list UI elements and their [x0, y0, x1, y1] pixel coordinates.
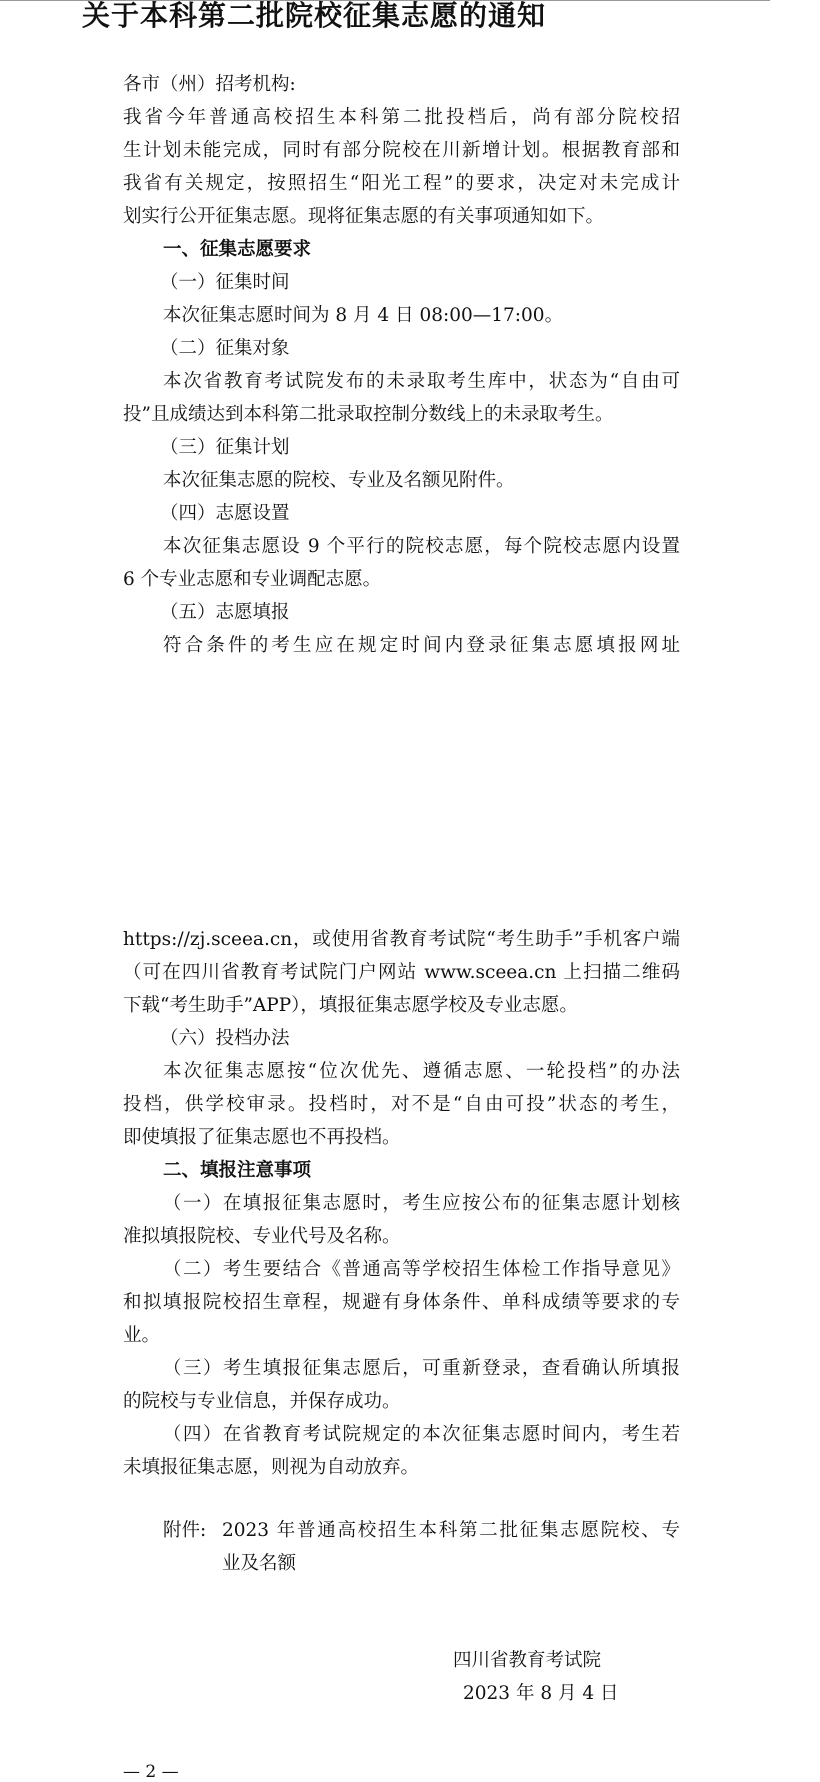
notice-item-line: （一）在填报征集志愿时，考生应按公布的征集志愿计划核 — [163, 1193, 680, 1214]
signature-date: 2023 年 8 月 4 日 — [463, 1683, 619, 1704]
body-line: 本次征集志愿的院校、专业及名额见附件。 — [163, 470, 515, 491]
url-line: https://zj.sceea.cn，或使用省教育考试院“考生助手”手机客户端 — [123, 929, 680, 950]
body-line: 即使填报了征集志愿也不再投档。 — [123, 1127, 401, 1148]
notice-item-line: （四）在省教育考试院规定的本次征集志愿时间内，考生若 — [163, 1424, 680, 1445]
intro-line: 生计划未能完成，同时有部分院校在川新增计划。根据教育部和 — [123, 140, 680, 161]
section2-heading: 二、填报注意事项 — [163, 1160, 312, 1181]
signature-org: 四川省教育考试院 — [453, 1650, 602, 1671]
sub-heading: （二）征集对象 — [160, 338, 290, 359]
body-line: 本次征集志愿设 9 个平行的院校志愿，每个院校志愿内设置 — [163, 536, 680, 557]
sub-heading: （五）志愿填报 — [160, 602, 290, 623]
body-line: （可在四川省教育考试院门户网站 www.sceea.cn 上扫描二维码 — [123, 962, 680, 983]
notice-item-line: （三）考生填报征集志愿后，可重新登录，查看确认所填报 — [163, 1358, 680, 1379]
body-line: 本次征集志愿按“位次优先、遵循志愿、一轮投档”的办法 — [163, 1061, 680, 1082]
page-number: — 2 — — [123, 1762, 179, 1782]
body-line: 投”且成绩达到本科第二批录取控制分数线上的未录取考生。 — [123, 404, 614, 425]
notice-item-line: 准拟填报院校、专业代号及名称。 — [123, 1226, 401, 1247]
sub-heading: （三）征集计划 — [160, 437, 290, 458]
sub-heading: （六）投档办法 — [160, 1028, 290, 1049]
attachment-label: 附件: — [163, 1520, 207, 1541]
notice-item-line: 的院校与专业信息，并保存成功。 — [123, 1391, 401, 1412]
intro-line: 我省有关规定，按照招生“阳光工程”的要求，决定对未完成计 — [123, 173, 680, 194]
intro-line: 划实行公开征集志愿。现将征集志愿的有关事项通知如下。 — [123, 206, 605, 227]
notice-item-line: 业。 — [123, 1325, 161, 1346]
attachment-line: 业及名额 — [222, 1553, 297, 1574]
body-line: 本次省教育考试院发布的未录取考生库中，状态为“自由可 — [163, 371, 680, 392]
attachment-line: 2023 年普通高校招生本科第二批征集志愿院校、专 — [222, 1520, 680, 1541]
document-title: 关于本科第二批院校征集志愿的通知 — [81, 0, 546, 32]
sub-heading: （一）征集时间 — [160, 272, 290, 293]
body-line: 本次征集志愿时间为 8 月 4 日 08:00—17:00。 — [163, 305, 564, 326]
sub-heading: （四）志愿设置 — [160, 503, 290, 524]
addressee: 各市（州）招考机构: — [123, 74, 296, 95]
body-line: 6 个专业志愿和专业调配志愿。 — [123, 569, 382, 590]
section1-heading: 一、征集志愿要求 — [163, 239, 312, 260]
body-line: 符合条件的考生应在规定时间内登录征集志愿填报网址 — [163, 635, 680, 656]
notice-item-line: 和拟填报院校招生章程，规避有身体条件、单科成绩等要求的专 — [123, 1292, 680, 1313]
notice-item-line: （二）考生要结合《普通高等学校招生体检工作指导意见》 — [163, 1259, 680, 1280]
notice-item-line: 未填报征集志愿，则视为自动放弃。 — [123, 1457, 420, 1478]
body-line: 投档，供学校审录。投档时，对不是“自由可投”状态的考生， — [123, 1094, 680, 1115]
intro-line: 我省今年普通高校招生本科第二批投档后，尚有部分院校招 — [123, 107, 680, 128]
body-line: 下载“考生助手”APP），填报征集志愿学校及专业志愿。 — [123, 995, 578, 1016]
